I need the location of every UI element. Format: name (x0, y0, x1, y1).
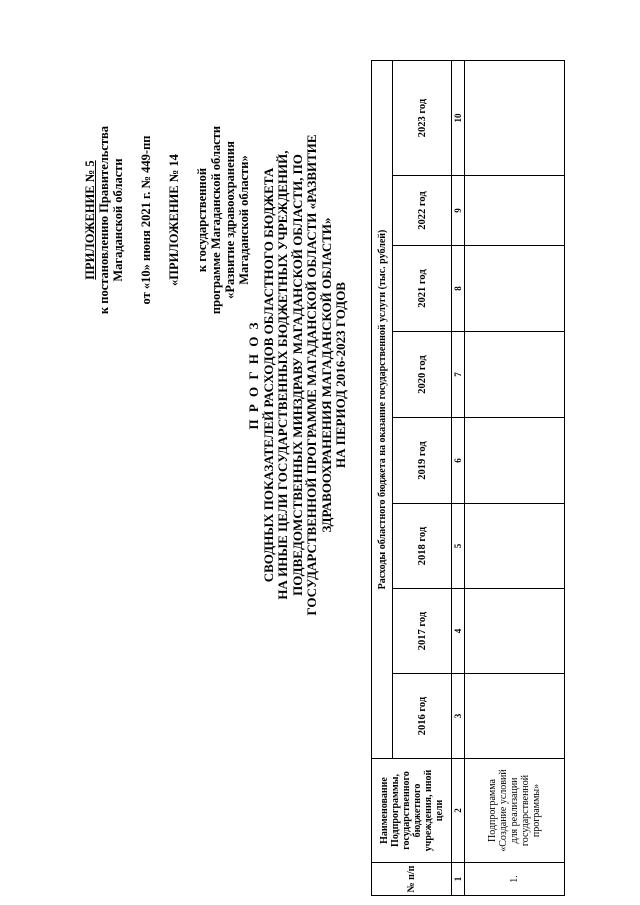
header-year-2018: 2018 год (393, 504, 452, 589)
row-name: Подпрограмма «Создание условий для реализации государственной программы» (465, 759, 565, 863)
title-line-3: ПОДВЕДОМСТВЕННЫХ МИНЗДРАВУ МАГАДАНСКОЙ ОБЛАСТИ, ПО (289, 154, 305, 596)
title-line-1: СВОДНЫХ ПОКАЗАТЕЛЕЙ РАСХОДОВ ОБЛАСТНОГО БЮДЖЕТА (260, 167, 276, 583)
title-word: П Р О Г Н О З (246, 320, 261, 430)
program-line-4: Магаданской области» (237, 155, 251, 285)
header-number: № п/п (372, 863, 452, 896)
document-title (247, 0, 349, 755)
resolution-date-number: от «10» июня 2021 г. № 449-пп (139, 135, 153, 305)
column-index: 6 (452, 418, 465, 504)
column-index: 7 (452, 332, 465, 418)
forecast-table (371, 60, 565, 896)
title-line-4: ГОСУДАРСТВЕННОЙ ПРОГРАММЕ МАГАДАНСКОЙ ОБЛАСТИ «РАЗВИТИЕ (304, 134, 319, 616)
program-line-1: к государственной (195, 167, 209, 273)
header-year-2021: 2021 год (393, 246, 452, 332)
column-index: 1 (452, 863, 465, 896)
row-value-2016 (465, 674, 565, 759)
program-line-3: «Развитие здравоохранения (223, 141, 237, 299)
header-name: Наименование Подпрограммы, государственного бюджетного учреждения, иной цели (372, 759, 452, 863)
header-year-2023: 2023 год (393, 61, 452, 176)
appendix-heading: ПРИЛОЖЕНИЕ № 5 (83, 160, 97, 280)
column-index: 3 (452, 674, 465, 759)
program-appendix-heading: «ПРИЛОЖЕНИЕ № 14 (167, 154, 181, 286)
title-line-6: НА ПЕРИОД 2016-2023 ГОДОВ (333, 282, 348, 468)
header-year-2017: 2017 год (393, 589, 452, 674)
row-value-2020 (465, 332, 565, 418)
row-value-2023 (465, 61, 565, 176)
column-index: 5 (452, 504, 465, 589)
header-year-2019: 2019 год (393, 418, 452, 504)
row-value-2021 (465, 246, 565, 332)
resolution-line-2: Магаданской области (111, 158, 125, 282)
approval-block (83, 90, 251, 350)
title-line-2: НА ИНЫЕ ЦЕЛИ ГОСУДАРСТВЕННЫХ БЮДЖЕТНЫХ УЧРЕЖДЕНИЙ, (275, 150, 290, 600)
table-row (465, 61, 565, 896)
title-line-5: ЗДРАВООХРАНЕНИЯ МАГАДАНСКОЙ ОБЛАСТИ» (318, 217, 334, 533)
header-year-2020: 2020 год (393, 332, 452, 418)
column-index: 8 (452, 246, 465, 332)
header-expenses: Расходы областного бюджета на оказание государственной услуги (тыс. рублей) (372, 61, 393, 759)
header-year-2016: 2016 год (393, 674, 452, 759)
header-year-2022: 2022 год (393, 176, 452, 246)
program-line-2: программе Магаданской области (209, 125, 223, 315)
row-value-2017 (465, 589, 565, 674)
column-index: 4 (452, 589, 465, 674)
column-index: 10 (452, 61, 465, 176)
row-value-2019 (465, 418, 565, 504)
column-index: 2 (452, 759, 465, 863)
row-value-2018 (465, 504, 565, 589)
row-number: 1. (465, 863, 565, 896)
column-index-row (452, 61, 465, 896)
row-value-2022 (465, 176, 565, 246)
resolution-line-1: к постановлению Правительства (97, 125, 111, 315)
column-index: 9 (452, 176, 465, 246)
